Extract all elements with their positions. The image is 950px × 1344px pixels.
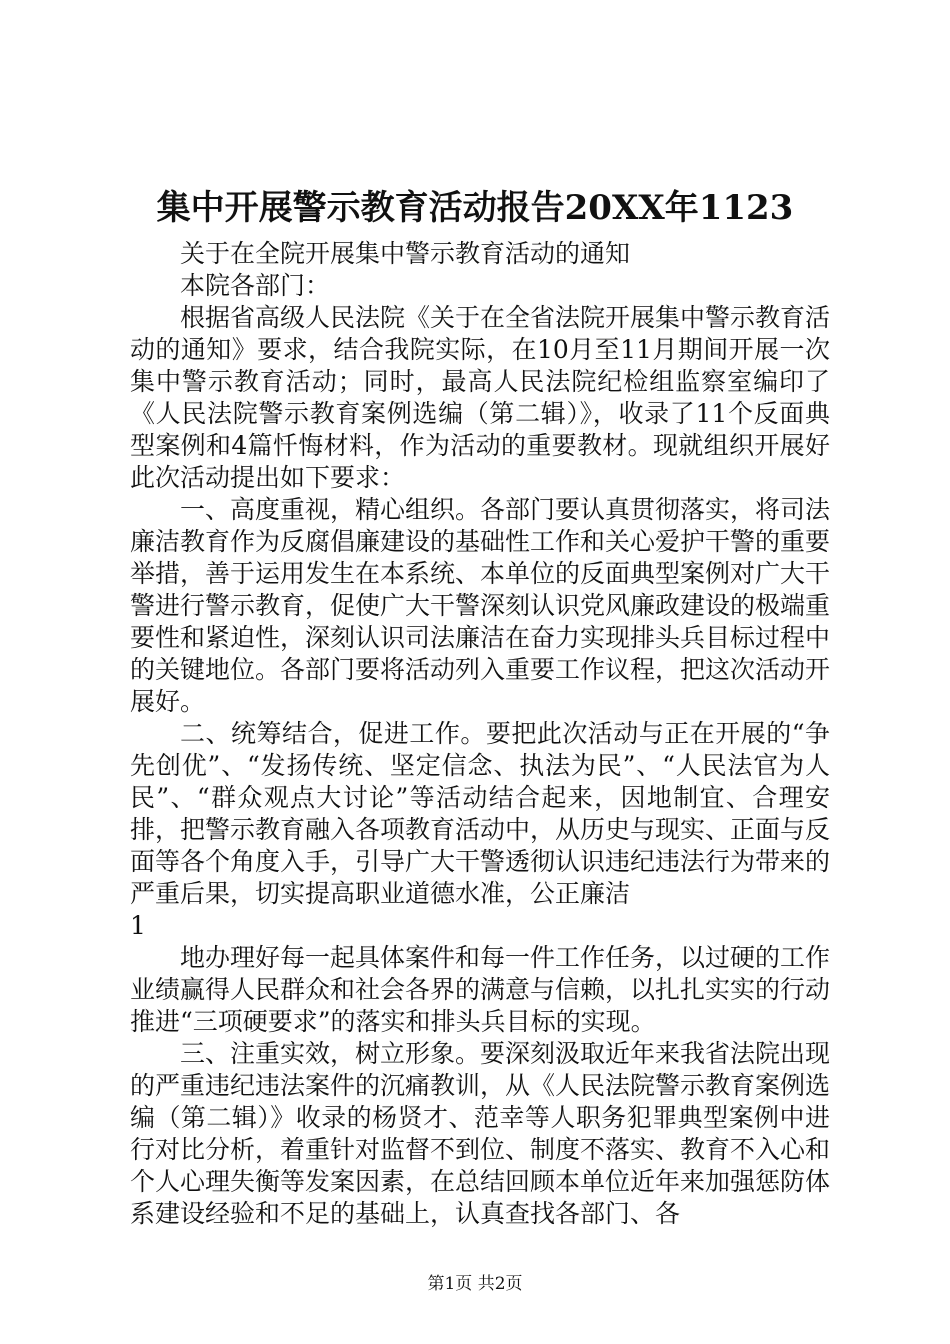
paragraph-section-1: 一、高度重视，精心组织。各部门要认真贯彻落实，将司法廉洁教育作为反腐倡廉建设的基础性工作和关心爱护干警的重要举措，善于运用发生在本系统、本单位的反面典型案例对广大干警进行警示教育，促使广大干警深刻认识党风廉政建设的极端重要性和紧迫性，深刻认识司法廉洁在奋力实现排头兵目标过程中的关键地位。各部门要将活动列入重要工作议程，把这次活动开展好。 xyxy=(130,495,831,716)
paragraph-section-2: 二、统筹结合，促进工作。要把此次活动与正在开展的“争先创优”、“发扬传统、坚定信念、执法为民”、“人民法官为人民”、“群众观点大讨论”等活动结合起来，因地制宜、合理安排，把警示教育融入各项教育活动中，从历史与现实、正面与反面等各个角度入手，引导广大干警透彻认识违纪违法行为带来的严重后果，切实提高职业道德水准，公正廉洁 xyxy=(130,719,831,908)
inline-page-number: 1 xyxy=(130,911,146,940)
notice-heading: 关于在全院开展集中警示教育活动的通知 xyxy=(180,239,631,268)
paragraph-intro: 根据省高级人民法院《关于在全省法院开展集中警示教育活动的通知》要求，结合我院实际，在10月至11月期间开展一次集中警示教育活动；同时，最高人民法院纪检组监察室编印了《人民法院警示教育案例选编（第二辑）》，收录了11个反面典型案例和4篇忏悔材料，作为活动的重要教材。现就组织开展好此次活动提出如下要求： xyxy=(130,303,831,492)
document-title: 集中开展警示教育活动报告20XX年1123 xyxy=(156,188,794,228)
document-body xyxy=(130,238,830,1230)
paragraph-section-2-continued: 地办理好每一起具体案件和每一件工作任务，以过硬的工作业绩赢得人民群众和社会各界的满意与信赖，以扎扎实实的行动推进“三项硬要求”的落实和排头兵目标的实现。 xyxy=(130,943,831,1036)
paragraph-section-3: 三、注重实效，树立形象。要深刻汲取近年来我省法院出现的严重违纪违法案件的沉痛教训，从《人民法院警示教育案例选编（第二辑）》收录的杨贤才、范幸等人职务犯罪典型案例中进行对比分析，着重针对监督不到位、制度不落实、教育不入心和个人心理失衡等发案因素，在总结回顾本单位近年来加强惩防体系建设经验和不足的基础上，认真查找各部门、各 xyxy=(130,1039,831,1228)
salutation: 本院各部门： xyxy=(180,271,331,300)
page-footer: 第1页 共2页 xyxy=(427,1274,523,1294)
